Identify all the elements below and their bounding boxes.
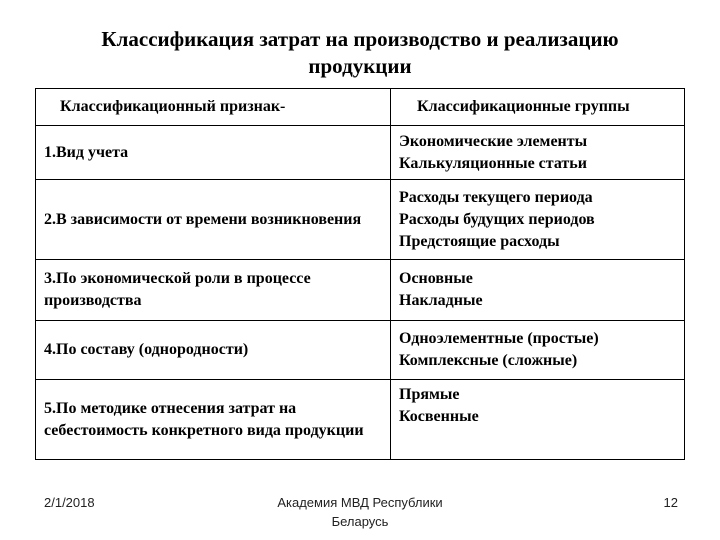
table-header-row [36, 89, 685, 126]
group-item: Расходы текущего периода [399, 188, 593, 206]
groups-cell [391, 321, 685, 380]
footer-organization [255, 493, 465, 531]
group-item: Калькуляционные статьи [399, 154, 587, 172]
groups-cell [391, 126, 685, 180]
table-row [36, 180, 685, 260]
footer-date: 2/1/2018 [44, 495, 95, 510]
group-item: Одноэлементные (простые) [399, 330, 599, 347]
feature-cell: 2.В зависимости от времени возникновения [36, 180, 391, 260]
group-item: Комплексные (сложные) [399, 352, 578, 369]
group-item: Косвенные [399, 408, 479, 425]
feature-cell: 1.Вид учета [36, 126, 391, 180]
group-item: Прямые [399, 386, 460, 403]
footer-organization-line-2: Беларусь [331, 514, 389, 529]
slide-title [0, 26, 720, 80]
group-item: Основные [399, 270, 473, 287]
group-item: Накладные [399, 292, 483, 309]
slide-title-line-2: продукции [308, 54, 412, 78]
group-item: Расходы будущих периодов [399, 210, 595, 228]
table-row [36, 380, 685, 460]
groups-cell [391, 380, 685, 460]
group-item: Предстоящие расходы [399, 232, 560, 250]
slide-title-line-1: Классификация затрат на производство и реализацию [101, 27, 619, 51]
classification-table [35, 88, 685, 460]
header-classification-groups: Классификационные группы [391, 89, 685, 126]
feature-cell: 5.По методике отнесения затрат на себестоимость конкретного вида продукции [36, 380, 391, 460]
table-row [36, 126, 685, 180]
group-item: Экономические элементы [399, 132, 588, 150]
groups-cell [391, 260, 685, 321]
feature-cell: 3.По экономической роли в процессе производства [36, 260, 391, 321]
groups-cell [391, 180, 685, 260]
header-classification-feature: Классификационный признак- [36, 89, 391, 126]
footer-organization-line-1: Академия МВД Республики [277, 495, 443, 510]
table-row [36, 260, 685, 321]
feature-cell: 4.По составу (однородности) [36, 321, 391, 380]
table-row [36, 321, 685, 380]
footer-page-number: 12 [663, 495, 678, 510]
